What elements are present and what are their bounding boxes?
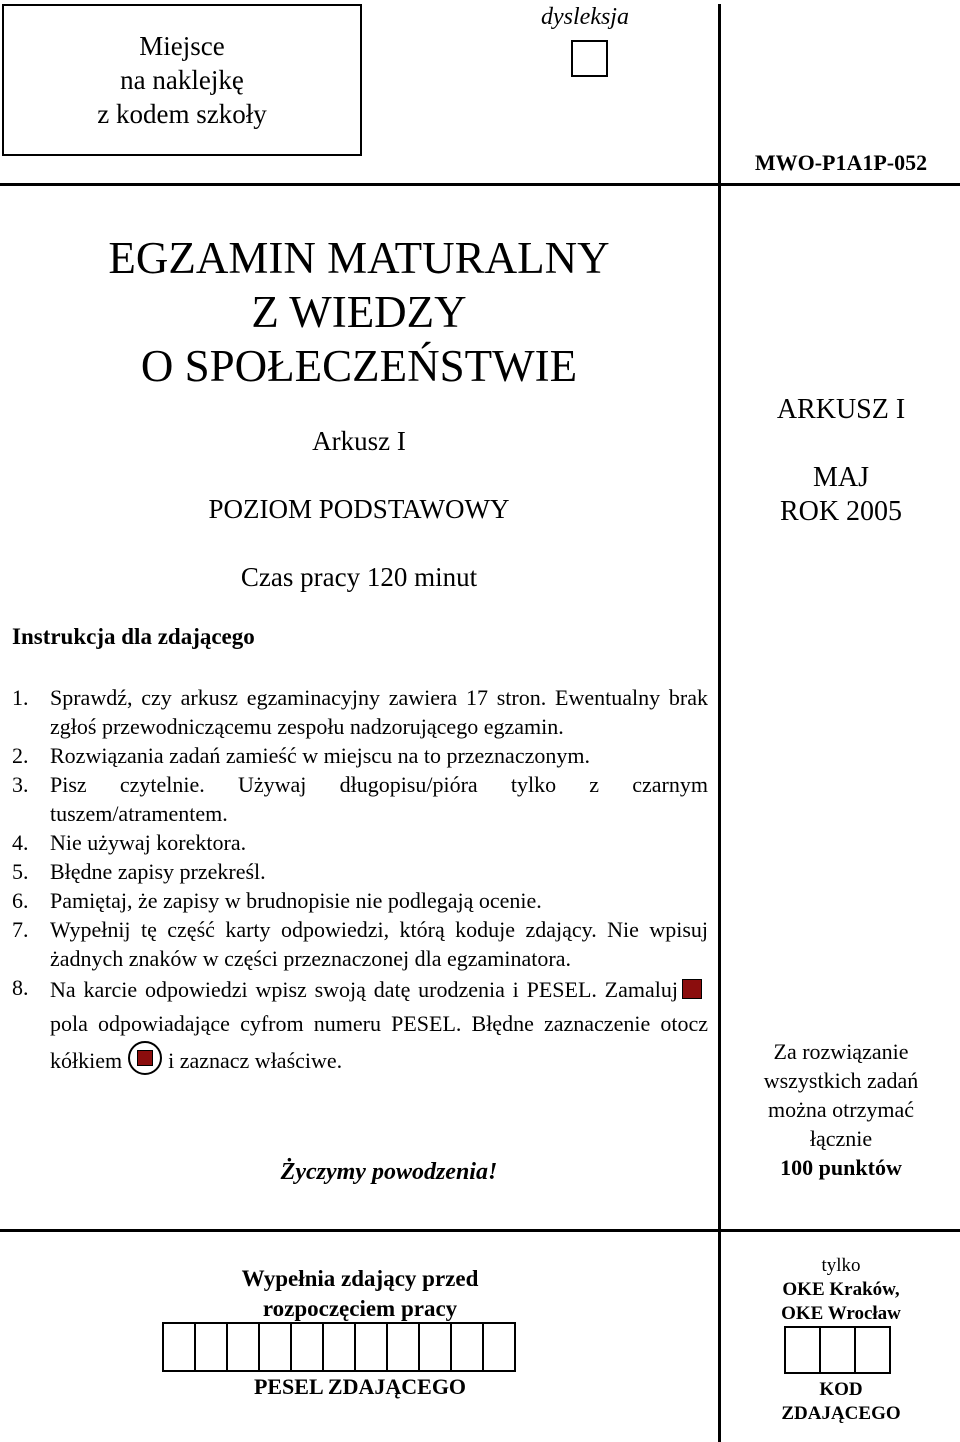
instructions-title: Instrukcja dla zdającego (12, 624, 255, 649)
item-text: Pisz czytelnie. Używaj długopisu/pióra tylko z czarnym tuszem/atramentem. (50, 772, 708, 826)
header-divider (0, 183, 960, 186)
exam-title-line-2: Z WIEDZY (251, 287, 467, 337)
points-line-5: 100 punktów (780, 1155, 902, 1180)
pesel-digit-cell[interactable] (228, 1324, 260, 1370)
sheet-label: Arkusz I (312, 426, 406, 456)
item-number: 8. (12, 975, 29, 1000)
item-text: Wypełnij tę część karty odpowiedzi, którą koduje zdający. Nie wpisuj żadnych znaków w części przeznaczonej dla egzaminatora. (50, 917, 708, 971)
pesel-digit-cell[interactable] (324, 1324, 356, 1370)
oke-line-1: tylko (821, 1255, 861, 1276)
sticker-line-2: na naklejkę (120, 65, 244, 95)
item-number: 4. (12, 830, 29, 855)
oke-info (722, 1254, 960, 1326)
list-item (12, 886, 708, 915)
exam-code: MWO-P1A1P-052 (754, 150, 928, 175)
points-info (722, 1037, 960, 1182)
points-line-4: łącznie (809, 1126, 873, 1151)
pesel-digit-cell[interactable] (196, 1324, 228, 1370)
item-text: Nie używaj korektora. (50, 830, 247, 855)
duration-label: Czas pracy 120 minut (240, 562, 478, 592)
item-number: 3. (12, 772, 29, 797)
pesel-digit-cell[interactable] (292, 1324, 324, 1370)
level-label: POZIOM PODSTAWOWY (208, 494, 510, 524)
pesel-digit-cell[interactable] (484, 1324, 514, 1370)
item-text-part-c: i zaznacz właściwe. (168, 1048, 343, 1073)
kod-line-2: ZDAJĄCEGO (781, 1403, 901, 1424)
list-item (12, 973, 708, 1078)
item-text: Sprawdź, czy arkusz egzaminacyjny zawiera 17 stron. Ewentualny brak zgłoś przewodniczącemu zespołu nadzorującego egzamin. (50, 685, 708, 739)
school-sticker-box (2, 4, 362, 156)
instructions-list (12, 683, 708, 1078)
pesel-digit-cell[interactable] (260, 1324, 292, 1370)
vertical-divider (718, 4, 721, 1442)
candidate-fill-line-1: Wypełnia zdający przed (241, 1266, 479, 1291)
exam-title-line-1: EGZAMIN MATURALNY (108, 233, 610, 283)
list-item (12, 915, 708, 973)
points-line-1: Za rozwiązanie (773, 1039, 909, 1064)
pesel-digit-cell[interactable] (164, 1324, 196, 1370)
points-line-2: wszystkich zadań (763, 1068, 919, 1093)
code-digit-cell[interactable] (786, 1328, 821, 1372)
item-number: 7. (12, 917, 29, 942)
list-item (12, 770, 708, 828)
sticker-line-1: Miejsce (139, 31, 225, 61)
list-item (12, 683, 708, 741)
footer-divider (0, 1229, 960, 1232)
item-text: Błędne zapisy przekreśl. (50, 859, 266, 884)
item-text-part-b: pola odpowiadające cyfrom numeru PESEL. Błędne zaznaczenie otocz kółkiem (50, 1011, 708, 1073)
oke-line-3: OKE Wrocław (781, 1303, 901, 1324)
pesel-label: PESEL ZDAJĄCEGO (253, 1374, 467, 1399)
code-digit-cell[interactable] (821, 1328, 856, 1372)
item-number: 5. (12, 859, 29, 884)
item-number: 6. (12, 888, 29, 913)
side-sheet-label: ARKUSZ I (776, 394, 906, 425)
points-line-3: można otrzymać (768, 1097, 914, 1122)
item-text: Pamiętaj, że zapisy w brudnopisie nie podlegają ocenie. (50, 888, 542, 913)
item-text-part-a: Na karcie odpowiedzi wpisz swoją datę urodzenia i PESEL. Zamaluj (50, 977, 678, 1002)
item-text: Rozwiązania zadań zamieść w miejscu na to przeznaczonym. (50, 743, 590, 768)
pesel-digit-cell[interactable] (388, 1324, 420, 1370)
list-item (12, 741, 708, 770)
candidate-code-label (722, 1378, 960, 1426)
list-item (12, 857, 708, 886)
item-number: 2. (12, 743, 29, 768)
candidate-code-grid[interactable] (784, 1326, 891, 1374)
kod-line-1: KOD (819, 1379, 863, 1400)
candidate-fill-title (160, 1264, 560, 1324)
pesel-digit-cell[interactable] (452, 1324, 484, 1370)
pesel-digit-cell[interactable] (356, 1324, 388, 1370)
item-text (50, 973, 708, 1078)
good-luck-message: Życzymy powodzenia! (280, 1159, 498, 1185)
item-number: 1. (12, 685, 29, 710)
filled-square-icon (682, 979, 702, 999)
list-item (12, 828, 708, 857)
dyslexia-label: dysleksja (541, 4, 629, 30)
code-digit-cell[interactable] (856, 1328, 889, 1372)
side-month: MAJ (812, 462, 869, 493)
exam-title-line-3: O SPOŁECZEŃSTWIE (140, 341, 578, 391)
pesel-input-grid[interactable] (162, 1322, 516, 1372)
side-year: ROK 2005 (779, 496, 903, 527)
circled-square-icon (128, 1041, 162, 1075)
dyslexia-checkbox[interactable] (571, 40, 608, 77)
oke-line-2: OKE Kraków, (782, 1279, 900, 1300)
sticker-line-3: z kodem szkoły (97, 99, 267, 129)
candidate-fill-line-2: rozpoczęciem pracy (262, 1296, 458, 1321)
pesel-digit-cell[interactable] (420, 1324, 452, 1370)
